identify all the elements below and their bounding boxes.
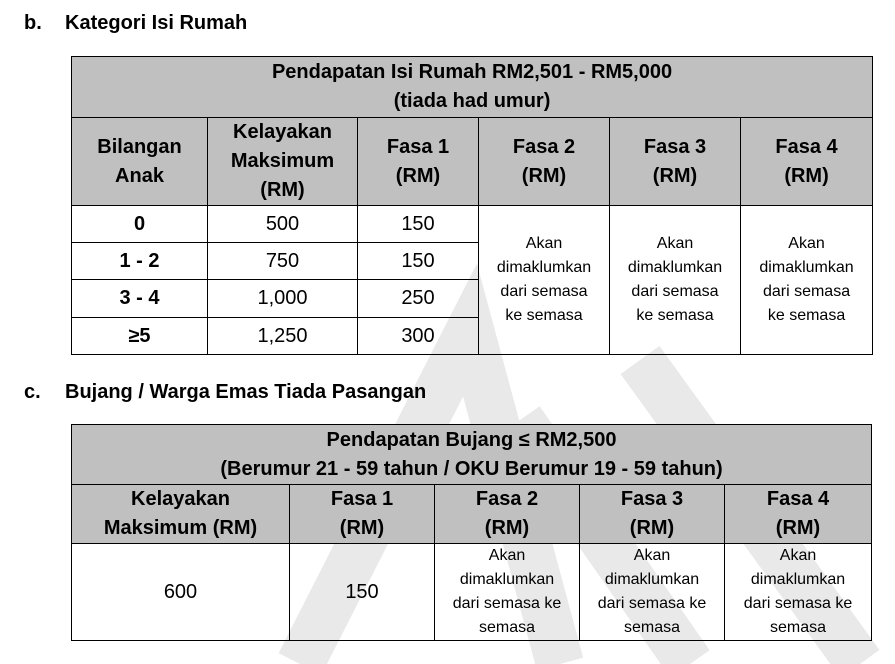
cell-bilangan-anak: 0 bbox=[72, 206, 208, 243]
pending-line: ke semasa bbox=[767, 307, 846, 324]
pending-line: dari semasa ke bbox=[743, 595, 853, 612]
cell-kelayakan: 500 bbox=[208, 206, 358, 243]
table-b-title-header bbox=[72, 57, 873, 118]
pending-line: dari semasa bbox=[631, 283, 719, 300]
col-header-fasa-1 bbox=[358, 118, 479, 206]
cell-fasa-1: 250 bbox=[358, 280, 479, 318]
household-category-table bbox=[71, 56, 873, 355]
cell-fasa-3-pending bbox=[610, 206, 741, 355]
col-header-line: Fasa 3 bbox=[620, 488, 684, 510]
pending-line: Akan bbox=[488, 547, 526, 564]
col-header-line: Anak bbox=[115, 164, 164, 187]
pending-line: ke semasa bbox=[505, 307, 583, 324]
col-header-kelayakan-maksimum bbox=[208, 118, 358, 206]
cell-fasa-4-pending bbox=[741, 206, 873, 355]
pending-line: semasa bbox=[770, 619, 827, 636]
pending-line: dimaklumkan bbox=[496, 259, 592, 276]
pending-line: dari semasa bbox=[500, 283, 588, 300]
section-c-title: Bujang / Warga Emas Tiada Pasangan bbox=[65, 381, 427, 403]
pending-line: dimaklumkan bbox=[604, 571, 700, 588]
table-b-title-line2: (tiada had umur) bbox=[393, 90, 551, 112]
table-c-title-header bbox=[72, 425, 872, 485]
col-header-line: Fasa 1 bbox=[386, 135, 450, 158]
section-c-heading bbox=[24, 381, 426, 404]
pending-line: semasa bbox=[623, 619, 681, 636]
pending-line: dimaklumkan bbox=[759, 259, 854, 276]
pending-line: dari semasa ke bbox=[597, 595, 707, 612]
col-header-line: Fasa 4 bbox=[775, 135, 838, 158]
table-c-title-line1: Pendapatan Bujang ≤ RM2,500 bbox=[326, 428, 617, 451]
col-header-fasa-3 bbox=[610, 118, 741, 206]
col-header-line: Kelayakan bbox=[233, 121, 332, 143]
cell-fasa-4-pending bbox=[725, 544, 872, 641]
col-header-kelayakan-maksimum bbox=[72, 485, 290, 544]
cell-bilangan-anak: ≥5 bbox=[72, 318, 208, 355]
pending-line: Akan bbox=[633, 547, 671, 564]
col-header-line: Fasa 3 bbox=[643, 135, 707, 158]
table-row bbox=[72, 544, 872, 641]
col-header-line: Fasa 4 bbox=[766, 488, 830, 510]
col-header-fasa-2 bbox=[479, 118, 610, 206]
col-header-fasa-3 bbox=[580, 485, 725, 544]
pending-line: dimaklumkan bbox=[627, 259, 723, 276]
pending-line: Akan bbox=[779, 547, 817, 564]
col-header-line: (RM) bbox=[784, 164, 829, 187]
cell-kelayakan: 1,250 bbox=[208, 318, 358, 355]
cell-kelayakan: 1,000 bbox=[208, 280, 358, 318]
cell-fasa-2-pending bbox=[479, 206, 610, 355]
cell-bilangan-anak: 3 - 4 bbox=[72, 280, 208, 318]
col-header-fasa-4 bbox=[725, 485, 872, 544]
col-header-line: Maksimum (RM) bbox=[103, 517, 258, 539]
col-header-bilangan-anak bbox=[72, 118, 208, 206]
table-c-title-line2: (Berumur 21 - 59 tahun / OKU Berumur 19 - 59 tahun) bbox=[220, 457, 723, 480]
col-header-line: Kelayakan bbox=[131, 488, 230, 510]
col-header-line: Fasa 2 bbox=[475, 488, 539, 510]
pending-line: ke semasa bbox=[636, 307, 714, 324]
col-header-line: (RM) bbox=[775, 517, 821, 539]
section-c-letter: c. bbox=[24, 381, 41, 403]
col-header-line: (RM) bbox=[629, 517, 675, 539]
cell-fasa-3-pending bbox=[580, 544, 725, 641]
col-header-line: (RM) bbox=[395, 164, 441, 187]
col-header-fasa-2 bbox=[435, 485, 580, 544]
col-header-line: Bilangan bbox=[97, 135, 182, 158]
section-b-heading bbox=[24, 12, 247, 35]
table-row bbox=[72, 206, 873, 243]
pending-line: semasa bbox=[478, 619, 536, 636]
col-header-line: (RM) bbox=[521, 164, 567, 187]
pending-line: dari semasa bbox=[762, 283, 851, 300]
cell-fasa-1: 150 bbox=[358, 243, 479, 280]
cell-fasa-1: 150 bbox=[290, 544, 435, 641]
pending-line: dimaklumkan bbox=[750, 571, 846, 588]
pending-line: Akan bbox=[656, 235, 694, 252]
col-header-line: (RM) bbox=[339, 517, 385, 539]
section-b-title: Kategori Isi Rumah bbox=[65, 12, 248, 34]
col-header-line: Maksimum bbox=[230, 150, 335, 172]
pending-line: Akan bbox=[788, 235, 825, 252]
cell-kelayakan: 600 bbox=[72, 544, 290, 641]
col-header-line: Fasa 2 bbox=[512, 135, 576, 158]
col-header-line: (RM) bbox=[652, 164, 698, 187]
col-header-line: (RM) bbox=[484, 517, 530, 539]
pending-line: Akan bbox=[525, 235, 563, 252]
pending-line: dari semasa ke bbox=[452, 595, 562, 612]
pending-line: dimaklumkan bbox=[459, 571, 555, 588]
single-senior-table bbox=[71, 424, 872, 641]
col-header-fasa-1 bbox=[290, 485, 435, 544]
section-b-letter: b. bbox=[24, 12, 42, 34]
col-header-line: (RM) bbox=[260, 179, 305, 201]
cell-kelayakan: 750 bbox=[208, 243, 358, 280]
cell-fasa-2-pending bbox=[435, 544, 580, 641]
col-header-line: Fasa 1 bbox=[330, 488, 394, 510]
cell-fasa-1: 150 bbox=[358, 206, 479, 243]
cell-bilangan-anak: 1 - 2 bbox=[72, 243, 208, 280]
col-header-fasa-4 bbox=[741, 118, 873, 206]
table-b-title-line1: Pendapatan Isi Rumah RM2,501 - RM5,000 bbox=[271, 61, 673, 83]
cell-fasa-1: 300 bbox=[358, 318, 479, 355]
